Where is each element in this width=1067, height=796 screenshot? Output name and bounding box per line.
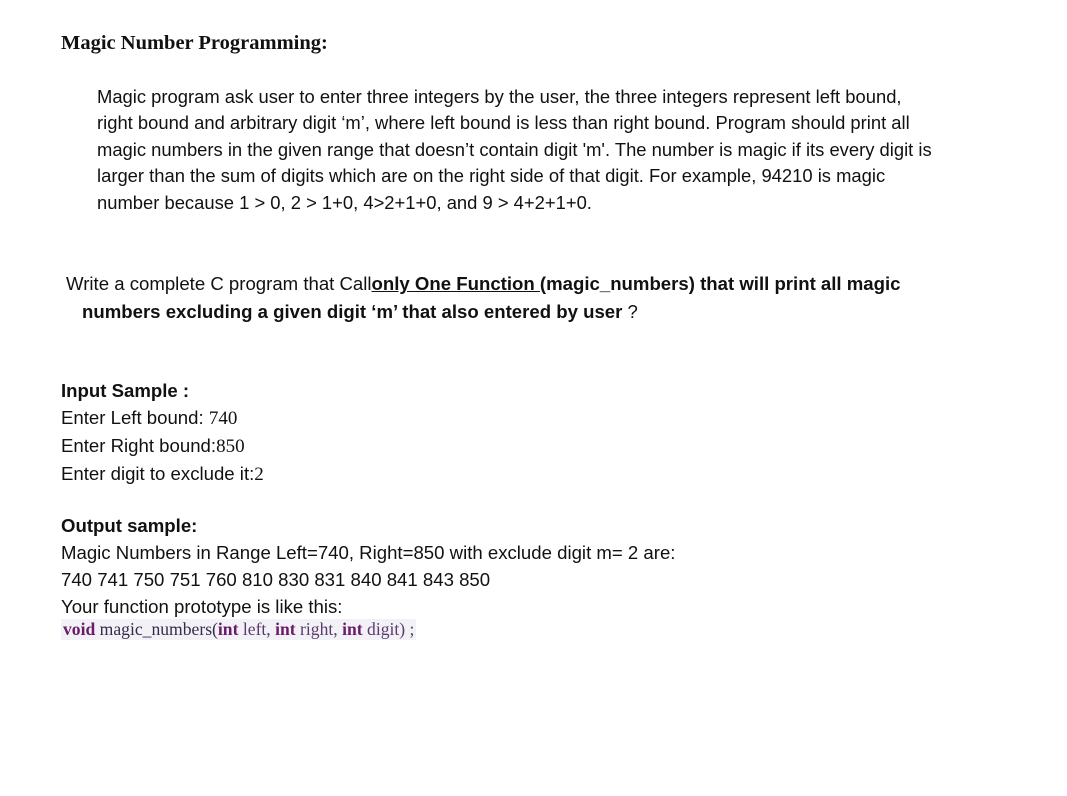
- input-value: 850: [216, 436, 245, 457]
- output-line-prototype-intro: Your function prototype is like this:: [61, 596, 343, 617]
- task-line-2: [66, 298, 901, 326]
- problem-description: [97, 84, 1047, 216]
- input-value: 2: [254, 464, 264, 485]
- description-line: right bound and arbitrary digit ‘m’, where left bound is less than right bound. Program should print all: [97, 112, 910, 134]
- output-line-numbers: 740 741 750 751 760 810 830 831 840 841 843 850: [61, 569, 491, 590]
- task-prefix: Write a complete C program that Call: [66, 273, 372, 294]
- param-left: left,: [238, 619, 276, 639]
- param-digit: digit) ;: [362, 619, 415, 639]
- task-emphasis: only One Function: [371, 273, 540, 294]
- description-line: larger than the sum of digits which are on the right side of that digit. For example, 94210 is magic: [97, 165, 886, 187]
- keyword-int: int: [217, 619, 239, 639]
- param-right: right,: [295, 619, 343, 639]
- task-line-1: [66, 270, 901, 298]
- input-line-digit: [61, 460, 264, 488]
- output-sample-heading: Output sample:: [61, 515, 198, 536]
- task-question-mark: ?: [622, 300, 638, 322]
- task-function-text: (magic_numbers) that will print all magic: [539, 273, 901, 294]
- description-line: Magic program ask user to enter three integers by the user, the three integers represent left bound,: [97, 86, 902, 107]
- document-title: Magic Number Programming:: [61, 32, 328, 54]
- keyword-int: int: [342, 619, 363, 639]
- description-line: magic numbers in the given range that doesn’t contain digit 'm'. The number is magic if its every digit is: [97, 138, 932, 160]
- keyword-int: int: [275, 619, 296, 639]
- task-statement: [66, 270, 901, 325]
- function-prototype: [61, 619, 416, 640]
- input-value: 740: [208, 408, 238, 429]
- input-sample-heading: Input Sample :: [61, 380, 190, 401]
- function-name: magic_numbers(: [95, 619, 218, 639]
- input-label: Enter Right bound:: [61, 435, 217, 456]
- input-label: Enter digit to exclude it:: [61, 463, 255, 484]
- description-line: number because 1 > 0, 2 > 1+0, 4>2+1+0, and 9 > 4+2+1+0.: [97, 191, 592, 213]
- keyword-void: void: [63, 619, 96, 639]
- input-sample: [61, 377, 264, 488]
- output-line-range: Magic Numbers in Range Left=740, Right=850 with exclude digit m= 2 are:: [61, 542, 676, 563]
- input-line-right: [61, 432, 264, 460]
- output-sample: [61, 512, 675, 620]
- input-label: Enter Left bound:: [61, 407, 209, 428]
- task-line-2-bold: numbers excluding a given digit ‘m’ that also entered by user: [82, 300, 623, 322]
- input-line-left: [61, 404, 264, 432]
